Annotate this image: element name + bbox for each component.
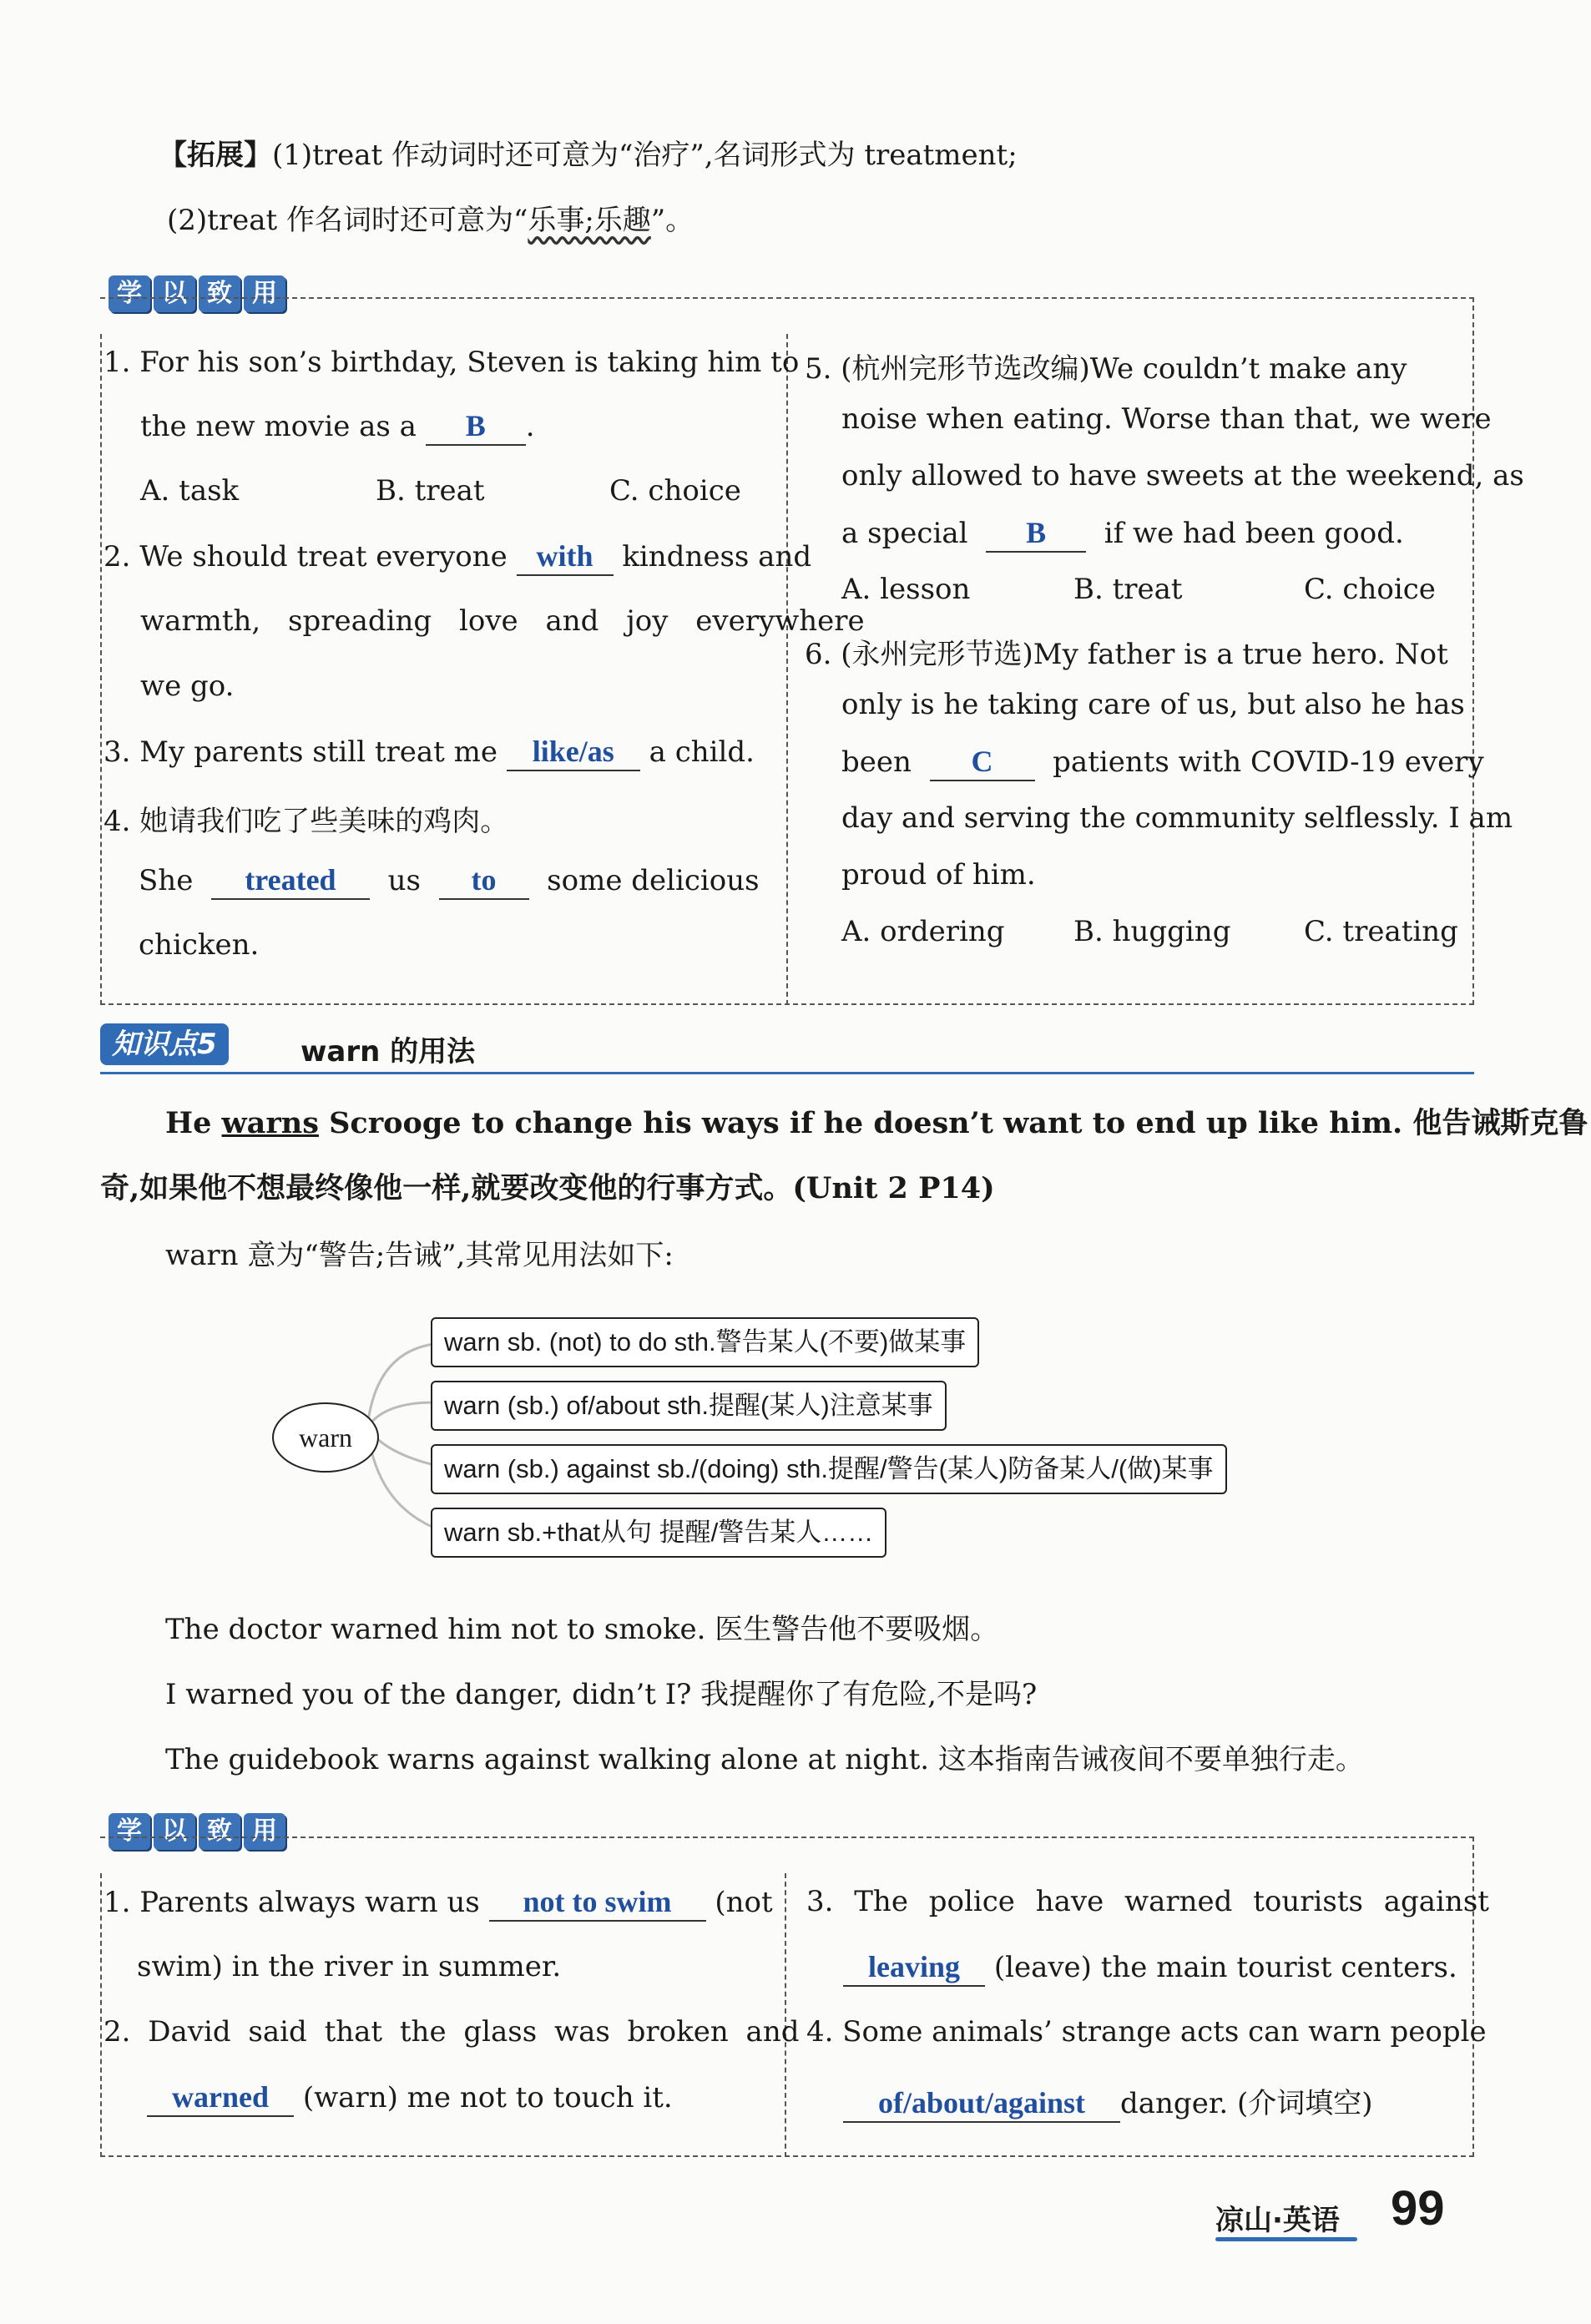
extension-label: 【拓展】 (159, 139, 272, 172)
p2-q2-text: (warn) me not to touch it. (302, 2081, 673, 2114)
extension-line2 (167, 197, 694, 238)
q6-line1: 6. (永州完形节选)My father is a true hero. Not (805, 638, 1448, 671)
q5-line3: only allowed to have sweets at the weekend, as (841, 459, 1524, 493)
q2-line3: we go. (140, 669, 235, 703)
q6-answer: C (930, 745, 1035, 781)
example-line1 (165, 1100, 1588, 1142)
q5-line4 (841, 516, 1404, 553)
extension-line1 (159, 132, 1018, 173)
q5-answer: B (986, 516, 1086, 553)
q2-answer: with (517, 539, 614, 576)
q2-line2: warmth, spreading love and joy everywhere (140, 604, 865, 638)
knowledge-point-title: warn 的用法 (301, 1035, 476, 1069)
example-line2: 奇,如果他不想最终像他一样,就要改变他的行事方式。(Unit 2 P14) (100, 1171, 995, 1205)
q3-text-b: a child. (649, 735, 755, 769)
q6-option-b: B. hugging (1073, 915, 1231, 948)
p2-q3-line2 (843, 1950, 1457, 1987)
q3-text-a: 3. My parents still treat me (104, 735, 498, 769)
q3-line (104, 735, 755, 771)
q5-option-b: B. treat (1073, 573, 1183, 606)
q4-line3: chicken. (139, 928, 260, 962)
p2-q4-line1: 4. Some animals’ strange acts can warn people (806, 2015, 1487, 2049)
q2-text-b: kindness and (622, 540, 812, 573)
tag-char: 学 (109, 275, 150, 312)
p2-q1-text-a: 1. Parents always warn us (104, 1886, 480, 1919)
q6-line5: proud of him. (841, 858, 1036, 892)
warn-intro: warn 意为“警告;告诫”,其常见用法如下: (165, 1239, 674, 1272)
column-divider-1 (786, 334, 788, 1005)
box2-left-edge (100, 1873, 102, 2157)
q1-line2 (140, 409, 535, 446)
example-text-b: Scrooge to change his ways if he doesn’t want to end up like him. 他告诫斯克鲁 (318, 1106, 1588, 1140)
p2-q4-line2 (843, 2080, 1372, 2123)
p2-q2-answer: warned (147, 2080, 294, 2117)
q5-line1: 5. (杭州完形节选改编)We couldn’t make any (805, 352, 1407, 386)
q5-option-a: A. lesson (841, 573, 971, 606)
q1-text: the new movie as a (140, 410, 417, 443)
p2-q1-line2: swim) in the river in summer. (137, 1950, 562, 1983)
q4-line2 (139, 863, 760, 900)
footer-bar (1215, 2237, 1357, 2241)
p2-q1-text-b: (not (715, 1886, 773, 1919)
mindmap-center: warn (272, 1402, 379, 1473)
tag-char: 用 (244, 1813, 285, 1850)
warn-example-2: I warned you of the danger, didn’t I? 我提醒你了有危险,不是吗? (165, 1678, 1038, 1711)
tag-char: 以 (154, 275, 195, 312)
q6-line2: only is he taking care of us, but also he has (841, 688, 1465, 721)
q6-option-a: A. ordering (841, 915, 1005, 948)
footer-label: 凉山·英语 (1215, 2204, 1340, 2237)
q6-text-a: been (841, 745, 912, 779)
q1-line1: 1. For his son’s birthday, Steven is taking him to (104, 346, 800, 379)
q3-answer: like/as (507, 735, 640, 771)
extension-text2b: ”。 (650, 204, 694, 237)
box-left-edge (100, 334, 102, 1005)
page-number: 99 (1391, 2181, 1445, 2236)
q5-text-b: if we had been good. (1104, 517, 1404, 550)
warn-example-3: The guidebook warns against walking alone at night. 这本指南告诫夜间不要单独行走。 (165, 1743, 1364, 1776)
q5-line2: noise when eating. Worse than that, we were (841, 402, 1492, 436)
p2-q2-line1: 2. David said that the glass was broken and (104, 2015, 800, 2049)
p2-q1-line1 (104, 1885, 773, 1922)
mindmap-branch-3: warn (sb.) against sb./(doing) sth.提醒/警告(某人)防备某人/(做)某事 (431, 1444, 1227, 1494)
knowledge-point-tag: 知识点5 (100, 1023, 229, 1065)
p2-q1-answer: not to swim (489, 1885, 706, 1922)
q6-text-b: patients with COVID-19 every (1053, 745, 1484, 779)
extension-wavy-text: 乐事;乐趣 (528, 204, 651, 237)
mindmap-branch-2: warn (sb.) of/about sth.提醒(某人)注意某事 (431, 1381, 947, 1431)
extension-text2a: (2)treat 作名词时还可意为“ (167, 204, 528, 237)
tag-char: 致 (199, 1813, 240, 1850)
q4-us: us (387, 864, 421, 897)
warn-example-1: The doctor warned him not to smoke. 医生警告他不要吸烟。 (165, 1613, 999, 1646)
q6-option-c: C. treating (1304, 915, 1458, 948)
mindmap-branch-1: warn sb. (not) to do sth.警告某人(不要)做某事 (431, 1317, 979, 1367)
p2-q4-answer: of/about/against (843, 2086, 1120, 2123)
tag-char: 学 (109, 1813, 150, 1850)
example-text-a: He (165, 1106, 222, 1140)
p2-q3-text: (leave) the main tourist centers. (993, 1951, 1457, 1984)
q2-text-a: 2. We should treat everyone (104, 540, 508, 573)
p2-q4-text: danger. (介词填空) (1120, 2087, 1373, 2120)
example-warns: warns (221, 1106, 319, 1140)
q4-rest: some delicious (547, 864, 760, 897)
q1-option-c: C. choice (609, 474, 741, 508)
q1-option-a: A. task (140, 474, 240, 508)
knowledge-point-underline (100, 1072, 1474, 1074)
p2-q2-line2 (147, 2080, 673, 2117)
q5-option-c: C. choice (1304, 573, 1436, 606)
q4-she: She (139, 864, 194, 897)
q4-answer-1: treated (211, 863, 370, 900)
q6-line4: day and serving the community selflessly. I am (841, 801, 1513, 835)
tag-char: 致 (199, 275, 240, 312)
q1-period: . (525, 410, 535, 443)
p2-q3-answer: leaving (843, 1950, 985, 1987)
q6-line3 (841, 745, 1484, 781)
q5-text-a: a special (841, 517, 968, 550)
mindmap-branch-4: warn sb.+that从句 提醒/警告某人…… (431, 1508, 886, 1558)
q1-answer: B (426, 409, 526, 446)
q4-chinese: 4. 她请我们吃了些美味的鸡肉。 (104, 805, 509, 838)
q2-line1 (104, 539, 811, 576)
tag-char: 用 (244, 275, 285, 312)
q4-answer-2: to (439, 863, 529, 900)
extension-text1: (1)treat 作动词时还可意为“治疗”,名词形式为 treatment; (272, 139, 1018, 172)
p2-q3-line1: 3. The police have warned tourists against (806, 1885, 1489, 1918)
q1-option-b: B. treat (376, 474, 485, 508)
tag-char: 以 (154, 1813, 195, 1850)
